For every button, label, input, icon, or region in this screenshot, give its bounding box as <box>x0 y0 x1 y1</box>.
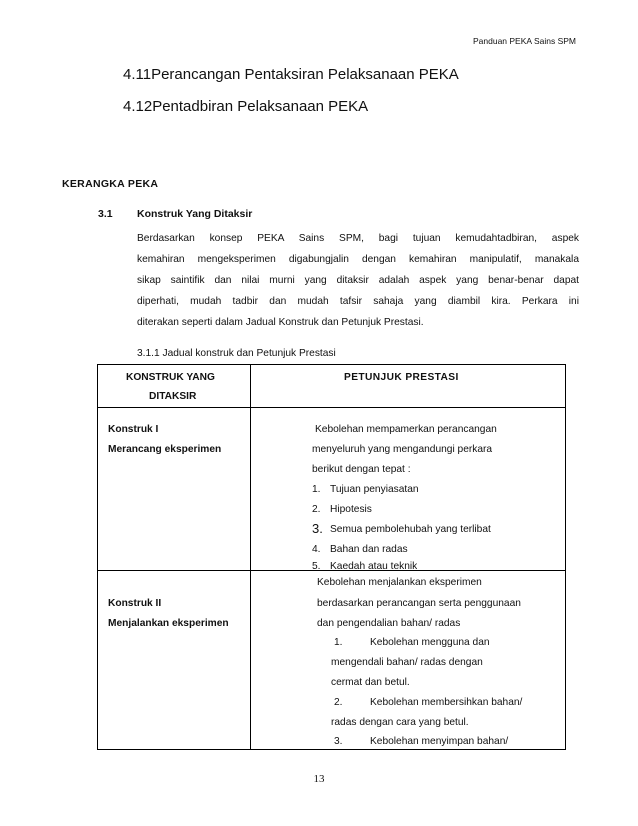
indicator-2-item-num: 1. <box>334 637 343 648</box>
indicator-1-item-num: 3. <box>312 521 323 536</box>
indicator-1-item-num: 1. <box>312 484 321 495</box>
table-column-divider <box>250 364 251 750</box>
indicator-1-item-text: Tujuan penyiasatan <box>330 484 419 495</box>
subsection-title: Konstruk Yang Ditaksir <box>137 208 253 220</box>
indicator-1-item-num: 2. <box>312 504 321 515</box>
indicator-2-intro: berdasarkan perancangan serta penggunaan <box>317 598 521 609</box>
indicator-2-item-num: 3. <box>334 736 343 747</box>
indicator-1-item-text: Kaedah atau teknik <box>330 561 418 570</box>
subsection-number: 3.1 <box>98 208 113 220</box>
toc-entry-4-12: 4.12Pentadbiran Pelaksanaan PEKA <box>123 98 369 115</box>
indicator-2-item-text: Kebolehan mengguna dan <box>370 637 490 648</box>
paragraph-line: Berdasarkan konsep PEKA Sains SPM, bagi tujuan kemudahtadbiran, aspek <box>137 233 579 244</box>
indicator-2-item-text: cermat dan betul. <box>331 677 410 688</box>
indicator-2-item-text: Kebolehan membersihkan bahan/ <box>370 697 523 708</box>
paragraph-line: diperhati, mudah tadbir dan mudah tafsir sahaja yang diambil kira. Perkara ini <box>137 296 579 307</box>
indicator-2-item-text: mengendali bahan/ radas dengan <box>331 657 483 668</box>
construct-2-title: Konstruk II <box>108 598 162 609</box>
indicator-2-item-text: radas dengan cara yang betul. <box>331 717 469 728</box>
indicator-1-item-text: Hipotesis <box>330 504 372 515</box>
indicator-1-intro: menyeluruh yang mengandungi perkara <box>312 444 493 455</box>
indicator-2-item-text: Kebolehan menyimpan bahan/ <box>370 736 509 747</box>
indicator-1-intro: berikut dengan tepat : <box>312 464 411 475</box>
header-construct-line2: DITAKSIR <box>149 391 197 402</box>
indicator-2-item-num: 2. <box>334 697 343 708</box>
table-header-divider <box>97 407 566 408</box>
indicator-1-item-text: Semua pembolehubah yang terlibat <box>330 524 491 535</box>
paragraph-line: diterakan seperti dalam Jadual Konstruk dan Petunjuk Prestasi. <box>137 317 424 328</box>
section-title: KERANGKA PEKA <box>62 178 159 190</box>
construct-1-title: Konstruk I <box>108 424 159 435</box>
paragraph-line: sikap saintifik dan nilai murni yang ditaksir adalah aspek yang benar-benar dapat <box>137 275 579 286</box>
running-header: Panduan PEKA Sains SPM <box>472 36 576 46</box>
header-indicator: PETUNJUK PRESTASI <box>344 372 459 383</box>
paragraph-line: kemahiran mengeksperimen digabungjalin dengan kemahiran manipulatif, manakala <box>137 254 579 265</box>
indicator-1-intro: Kebolehan mempamerkan perancangan <box>315 424 497 435</box>
table-caption: 3.1.1 Jadual konstruk dan Petunjuk Prestasi <box>137 348 336 359</box>
indicator-1-item-num: 4. <box>312 544 321 555</box>
indicator-2-intro: dan pengendalian bahan/ radas <box>317 618 461 629</box>
page-number: 13 <box>313 773 325 785</box>
indicator-2-intro: Kebolehan menjalankan eksperimen <box>317 577 482 588</box>
construct-2-name: Menjalankan eksperimen <box>108 618 229 629</box>
toc-entry-4-11: 4.11Perancangan Pentaksiran Pelaksanaan PEKA <box>123 66 459 83</box>
indicator-1-item-num: 5. <box>312 561 321 572</box>
indicator-1-item-text: Bahan dan radas <box>330 544 408 555</box>
construct-table <box>97 364 566 750</box>
header-construct-line1: KONSTRUK YANG <box>126 372 215 383</box>
table-row-divider <box>97 570 566 571</box>
construct-1-name: Merancang eksperimen <box>108 444 222 455</box>
subsection-paragraph <box>137 228 579 333</box>
